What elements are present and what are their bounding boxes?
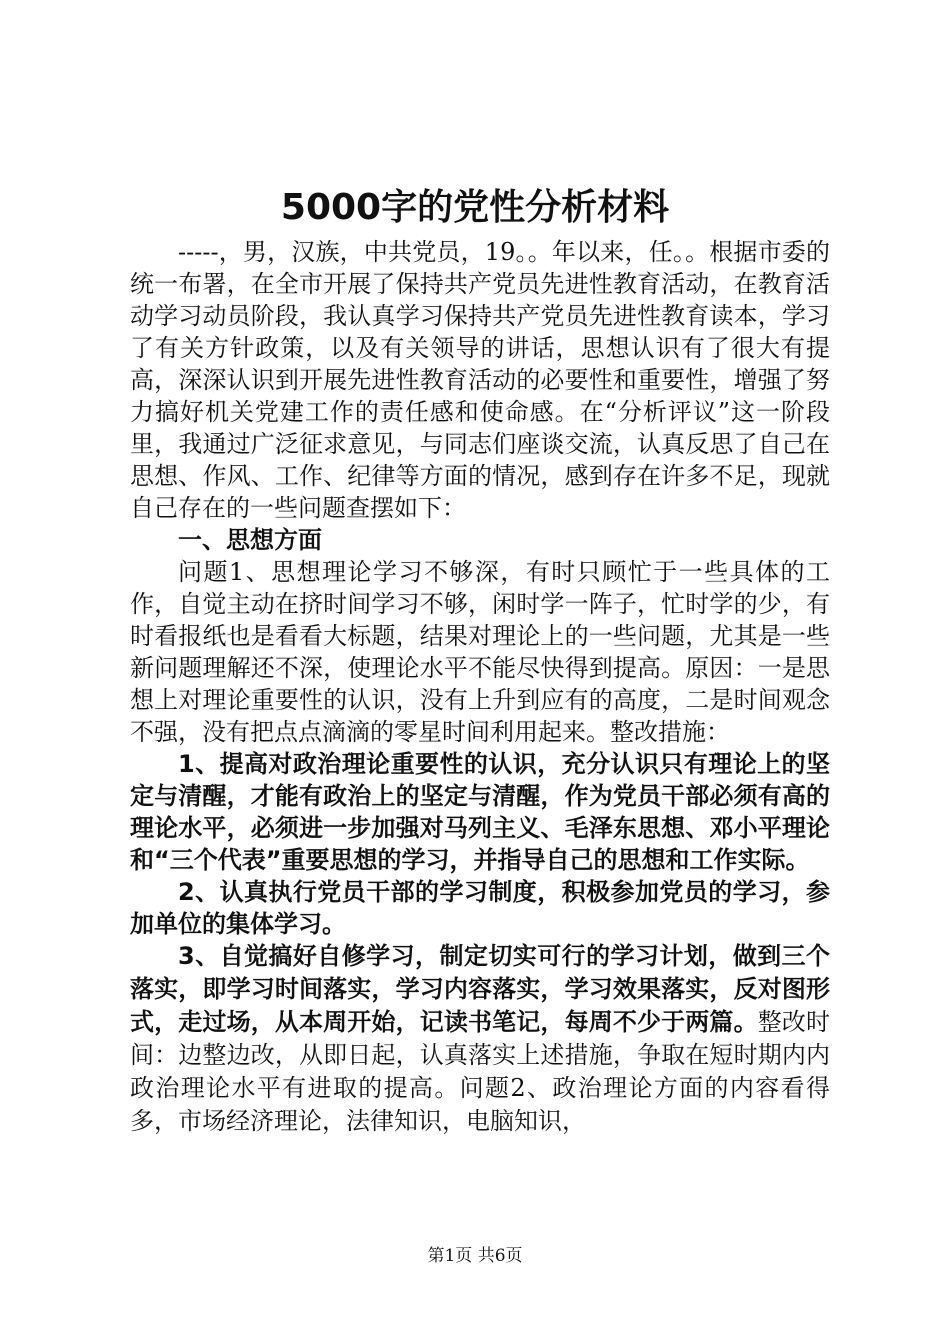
section-heading: 一、思想方面 <box>178 526 322 554</box>
document-title: 5000字的党性分析材料 <box>280 187 670 228</box>
page-footer: 第1页 共6页 <box>427 1246 523 1266</box>
measure-3-text: 3、自觉搞好自修学习，制定切实可行的学习计划，做到三个落实，即学习时间落实，学习内容落实，学习效果落实，反对图形式，走过场，从本周开始，记读书笔记，每周不少于两篇。 <box>130 942 830 1036</box>
paragraph-measure-2: 2、认真执行党员干部的学习制度，积极参加党员的学习，参加单位的集体学习。 <box>130 878 830 938</box>
document-body <box>130 236 830 1138</box>
paragraph-intro: -----，男，汉族，中共党员，19。。年以来，任。。根据市委的统一布署，在全市开展了保持共产党员先进性教育活动，在教育活动学习动员阶段，我认真学习保持共产党员先进性教育读本，学习了有关方针政策，以及有关领导的讲话，思想认识有了很大有提高，深深认识到开展先进性教育活动的必要性和重要性，增强了努力搞好机关党建工作的责任感和使命感。在“分析评议”这一阶段里，我通过广泛征求意见，与同志们座谈交流，认真反思了自己在思想、作风、工作、纪律等方面的情况，感到存在许多不足，现就自己存在的一些问题查摆如下： <box>130 238 830 522</box>
paragraph-problem-1: 问题1、思想理论学习不够深，有时只顾忙于一些具体的工作，自觉主动在挤时间学习不够，闲时学一阵子，忙时学的少，有时看报纸也是看看大标题，结果对理论上的一些问题，尤其是一些新问题理解还不深，使理论水平不能尽快得到提高。原因：一是思想上对理论重要性的认识，没有上升到应有的高度，二是时间观念不强，没有把点点滴滴的零星时间利用起来。整改措施： <box>130 558 830 746</box>
paragraph-measure-1: 1、提高对政治理论重要性的认识，充分认识只有理论上的坚定与清醒，才能有政治上的坚定与清醒，作为党员干部必须有高的理论水平，必须进一步加强对马列主义、毛泽东思想、邓小平理论和“三个代表”重要思想的学习，并指导自己的思想和工作实际。 <box>130 750 830 874</box>
paragraph-measure-3 <box>130 940 830 1138</box>
rectification-time-text: 整改时间：边整边改，从即日起，认真落实上述措施，争取在短时期内内政治理论水平有进取的提高。问题2、政治理论方面的内容看得多，市场经济理论，法律知识，电脑知识， <box>130 1008 831 1135</box>
